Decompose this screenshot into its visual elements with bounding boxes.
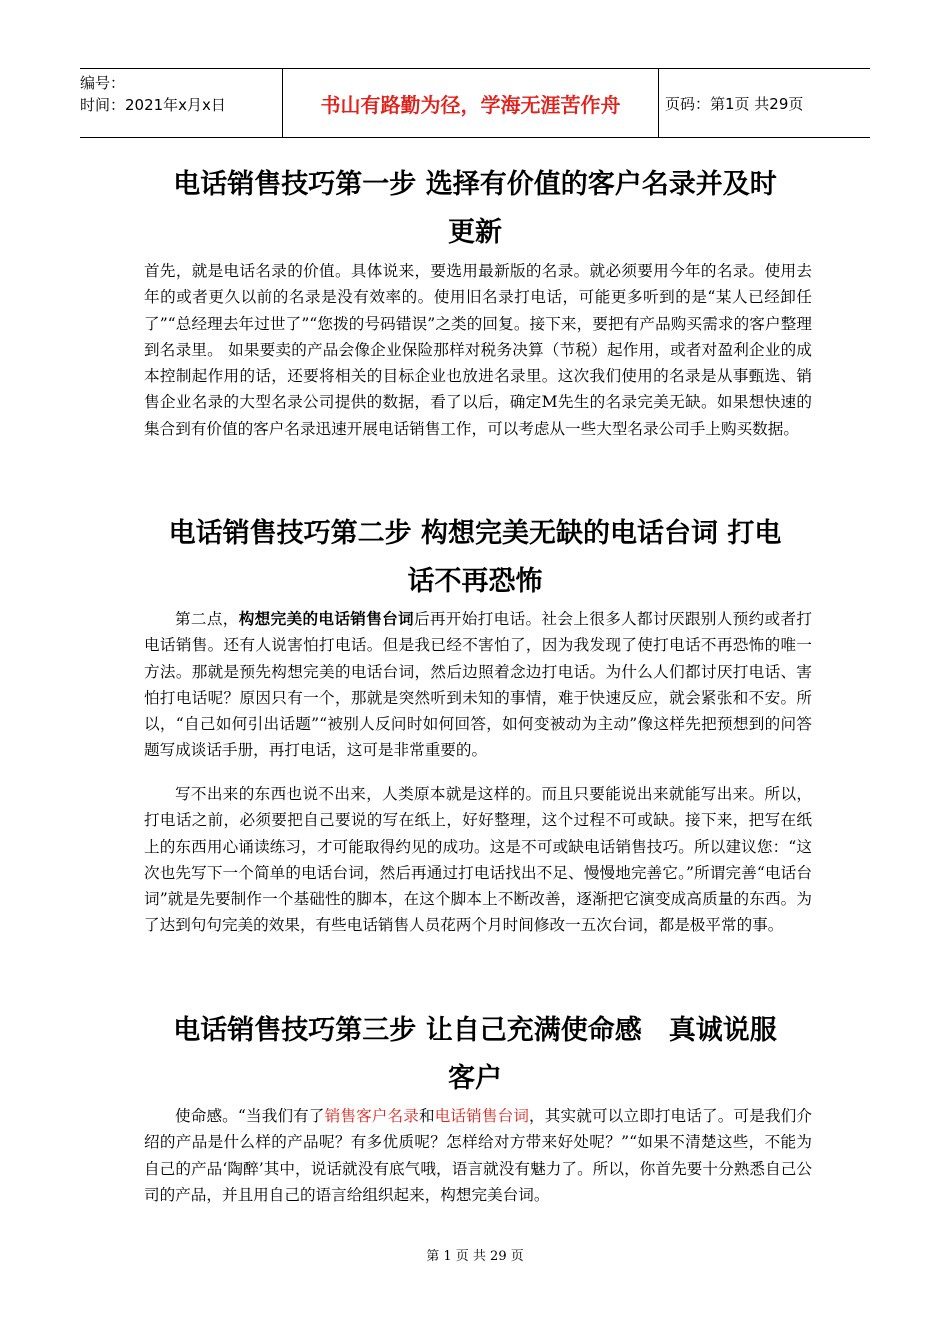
section-1-paragraph: 首先，就是电话名录的价值。具体说来，要选用最新版的名录。就必须要用今年的名录。使用去年的或者更久以前的名录是没有效率的。使用旧名录打电话，可能更多听到的是“某人已经卸任了”“总经理去年过世了”“您拨的号码错误”之类的回复。接下来，要把有产品购买需求的客户整理到名录里。 如果要卖的产品会像企业保险那样对税务决算（节税）起作用，或者对盈利企业的成本控制起作用的话，还要将相关的目标企业也放进名录里。这次我们使用的名录是从事甄选、销售企业名录的大型名录公司提供的数据，看了以后，确定M先生的名录完美无缺。如果想快速的集合到有价值的客户名录迅速开展电话销售工作，可以考虑从一些大型名录公司手上购买数据。 — [144, 262, 812, 438]
page-footer: 第 1 页 共 29 页 — [426, 1249, 524, 1264]
section-3-title-line2: 客户 — [448, 1063, 502, 1094]
section-1-title-line2: 更新 — [448, 217, 502, 248]
section-2-paragraph-1 — [144, 606, 812, 764]
section-3-title — [120, 1007, 830, 1103]
section-2-paragraph-2: 写不出来的东西也说不出来，人类原本就是这样的。而且只要能说出来就能写出来。所以，打电话之前，必须要把自己要说的写在纸上，好好整理，这个过程不可或缺。接下来，把写在纸上的东西用心诵读练习，才可能取得约见的成功。这是不可或缺电话销售技巧。所以建议您：“这次也先写下一个简单的电话台词，然后再通过打电话找出不足、慢慢地完善它。”所谓完善“电话台词”就是先要制作一个基础性的脚本，在这个脚本上不断改善，逐渐把它演变成高质量的东西。为了达到句句完美的效果，有些电话销售人员花两个月时间修改一五次台词，都是极平常的事。 — [144, 785, 812, 935]
section-1-title — [120, 161, 830, 257]
section-3-p1-rest: ，其实就可以立即打电话了。可是我们介绍的产品是什么样的产品呢？有多优质呢？怎样给对方带来好处呢？”“如果不清楚这些，不能为自己的产品‘陶醉’其中，说话就没有底气哦，语言就没有魅力了。所以，你首先要十分熟悉自己公司的产品，并且用自己的语言给组织起来，构想完美台词。 — [144, 1107, 812, 1204]
customer-list-link[interactable]: 销售客户名录 — [324, 1107, 419, 1125]
section-3-p1-conj: 和 — [418, 1107, 435, 1125]
header-motto: 书山有路勤为径，学海无涯苦作舟 — [282, 69, 659, 137]
number-label: 编号： — [80, 74, 126, 92]
section-2-title-line2: 话不再恐怖 — [407, 566, 543, 597]
page-header — [80, 68, 870, 138]
section-3-title-line1: 电话销售技巧第三步 让自己充满使命感 真诚说服 — [173, 1015, 777, 1046]
header-meta — [80, 69, 280, 137]
section-2-p1-rest: 后再开始打电话。社会上很多人都讨厌跟别人预约或者打电话销售。还有人说害怕打电话。但是我已经不害怕了，因为我发现了使打电话不再恐怖的唯一方法。那就是预先构想完美的电话台词，然后边照着念边打电话。为什么人们都讨厌打电话、害怕打电话呢？原因只有一个，那就是突然听到未知的事情，难于快速反应，就会紧张和不安。所以，“自己如何引出话题”“被别人反问时如何回答，如何变被动为主动”像这样先把预想到的问答题写成谈话手册，再打电话，这可是非常重要的。 — [144, 610, 812, 760]
section-2-title — [120, 510, 830, 606]
sales-script-link[interactable]: 电话销售台词 — [434, 1107, 530, 1125]
date-label: 时间：2021年x月x日 — [80, 96, 226, 114]
section-2-title-line1: 电话销售技巧第二步 构想完美无缺的电话台词 打电 — [168, 518, 782, 549]
section-2-p1-bold: 构想完美的电话销售台词 — [238, 610, 414, 628]
section-3-p1-start: 使命感。“当我们有了 — [175, 1107, 325, 1125]
header-page-label: 页码：第1页 共29页 — [665, 94, 804, 113]
section-1-title-line1: 电话销售技巧第一步 选择有价值的客户名录并及时 — [173, 169, 777, 200]
section-3-paragraph — [144, 1103, 812, 1208]
section-2-p1-start: 第二点， — [175, 610, 239, 628]
